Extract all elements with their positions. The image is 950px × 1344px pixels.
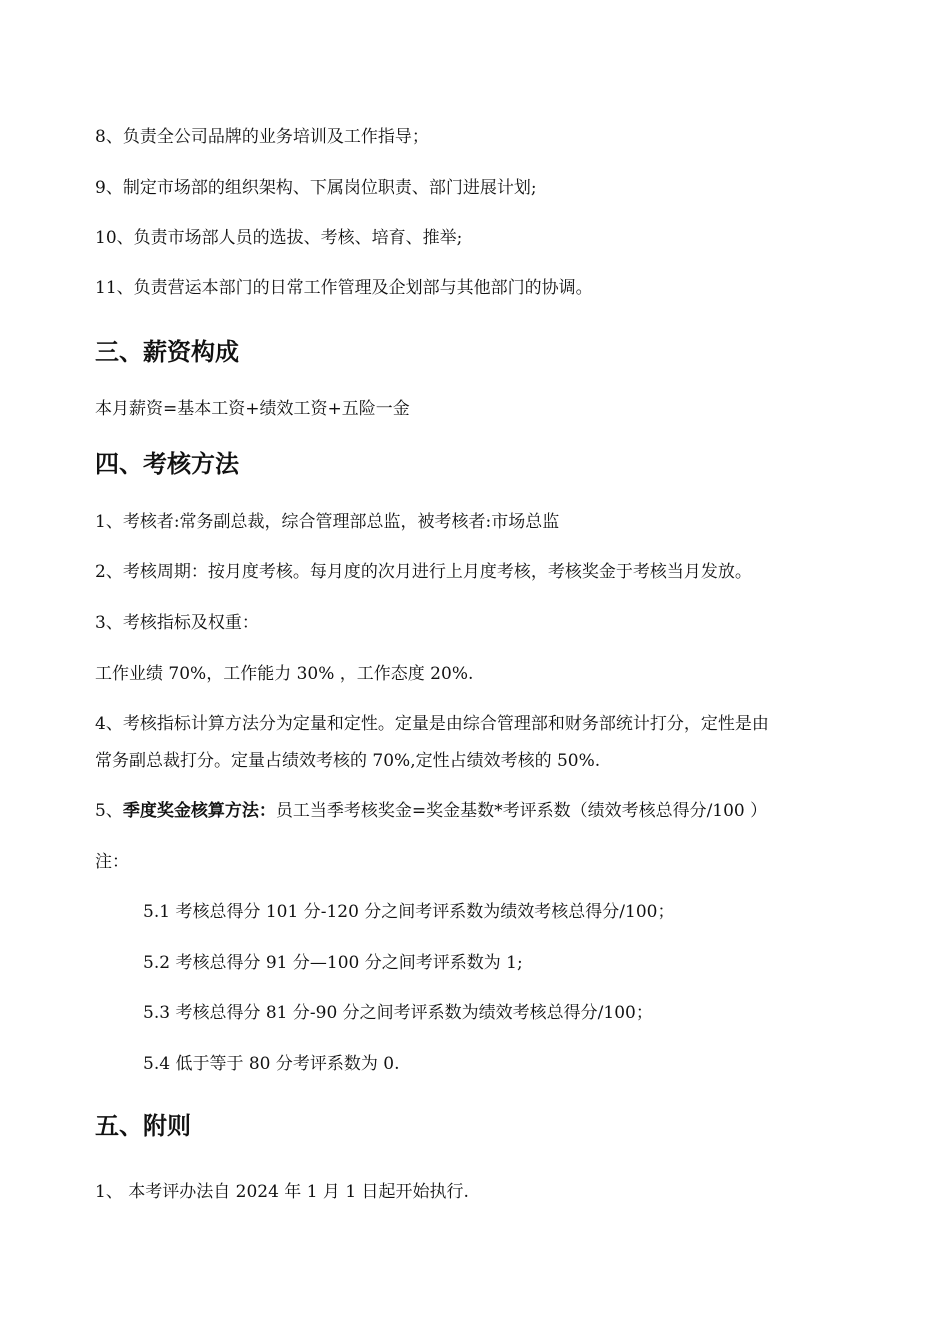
assessment-sub-item-5-1: 5.1 考核总得分 101 分-120 分之间考评系数为绩效考核总得分/100；	[143, 902, 675, 922]
assessment-item-5-title: 季度奖金核算方法：	[122, 801, 276, 821]
assessment-item-3: 3、考核指标及权重：	[95, 613, 259, 633]
assessment-heading: 四、考核方法	[95, 450, 239, 478]
salary-formula: 本月薪资=基本工资+绩效工资+五险一金	[95, 399, 410, 419]
duty-item-11: 11、负责营运本部门的日常工作管理及企划部与其他部门的协调。	[95, 278, 593, 298]
duty-item-9: 9、制定市场部的组织架构、下属岗位职责、部门进展计划;	[95, 178, 537, 198]
assessment-sub-item-5-4: 5.4 低于等于 80 分考评系数为 0.	[143, 1054, 400, 1074]
duty-item-10: 10、负责市场部人员的选拔、考核、培育、推举;	[95, 228, 463, 248]
assessment-item-5	[95, 799, 767, 823]
assessment-note: 注：	[95, 852, 129, 872]
salary-heading: 三、薪资构成	[95, 338, 239, 366]
appendix-heading: 五、附则	[95, 1112, 191, 1140]
assessment-item-4-line-2: 常务副总裁打分。定量占绩效考核的 70%,定性占绩效考核的 50%.	[95, 751, 601, 771]
assessment-sub-item-5-2: 5.2 考核总得分 91 分—100 分之间考评系数为 1;	[143, 953, 523, 973]
assessment-weights: 工作业绩 70%，工作能力 30% ，工作态度 20%.	[95, 664, 474, 684]
assessment-item-5-text: 员工当季考核奖金=奖金基数*考评系数（绩效考核总得分/100 ）	[275, 801, 768, 821]
duty-item-8: 8、负责全公司品牌的业务培训及工作指导；	[95, 127, 429, 147]
assessment-sub-item-5-3: 5.3 考核总得分 81 分-90 分之间考评系数为绩效考核总得分/100；	[143, 1003, 653, 1023]
appendix-item-1: 1、 本考评办法自 2024 年 1 月 1 日起开始执行.	[95, 1182, 469, 1202]
assessment-item-1: 1、考核者:常务副总裁，综合管理部总监，被考核者:市场总监	[95, 512, 560, 532]
assessment-item-2: 2、考核周期：按月度考核。每月度的次月进行上月度考核，考核奖金于考核当月发放。	[95, 562, 752, 582]
assessment-item-5-prefix: 5、	[95, 801, 123, 821]
assessment-item-4-line-1: 4、考核指标计算方法分为定量和定性。定量是由综合管理部和财务部统计打分，定性是由	[95, 714, 769, 734]
